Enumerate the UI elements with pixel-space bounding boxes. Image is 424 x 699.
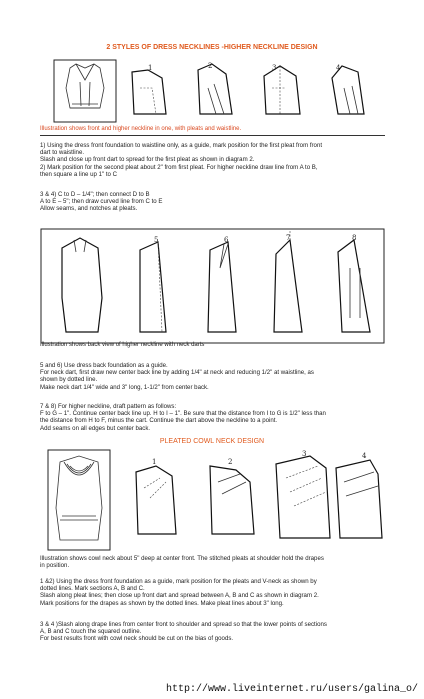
section2-paragraph-1: 5 and 6) Use dress back foundation as a guide. For neck dart, first draw new center back line by adding 1/4" at neck and reducing 1/2" at waistline, as shown by dotted line. Make neck dart 1/4" wide and 3" long, 1-1/2" from center back. — [40, 362, 314, 391]
cowl-pattern-3 — [276, 456, 330, 538]
cowl-diagram-number-3: 3 — [302, 450, 307, 458]
divider — [40, 135, 385, 136]
pattern-3-guides — [272, 66, 286, 114]
pattern-8-guides — [350, 268, 360, 318]
cowl-pattern-4-lines — [344, 472, 378, 496]
diagram-number-2: 2 — [208, 62, 213, 70]
pattern-6-neck-dart — [220, 244, 228, 268]
section3-diagrams — [40, 448, 385, 552]
section3-paragraph-2: 3 & 4 )Slash along drape lines from center front to shoulder and spread so that the lower points of sections A, B and C touch the squared outline. For best results front with cowl neck should be cut on the bias of goods. — [40, 621, 327, 643]
pattern-piece-8 — [338, 240, 370, 332]
cowl-diagram-number-2: 2 — [228, 458, 233, 466]
pattern-piece-5 — [140, 242, 166, 332]
cowl-pattern-1-guides — [144, 478, 166, 498]
section1-caption: Illustration shows front and higher neckline in one, with pleats and waistline. — [40, 126, 242, 132]
pattern-2-pleats — [208, 84, 224, 114]
section2-paragraph-2: 7 & 8) For higher neckline, draft pattern as follows: F to G – 1". Continue center back line up. H to I – 1". Be sure that the distance from I to G is 1/2" less than the distance from H to F, minus the cart. Continue the dart above the neckline to a point. Add seams on all edges but center back. — [40, 403, 326, 432]
diagram-number-4: 4 — [336, 64, 341, 72]
cowl-pattern-4 — [336, 460, 382, 538]
cowl-bodice-sketch — [56, 456, 102, 540]
section3-caption: Illustration shows cowl neck about 5" deep at center front. The stitched pleats at shoulder hold the drapes in position. — [40, 555, 324, 570]
dress-front-illustration — [54, 60, 116, 122]
diagram-number-7: 7 — [286, 234, 291, 242]
pattern-1-dart — [140, 88, 156, 114]
cowl-waist-sketch — [60, 516, 98, 520]
cowl-pattern-3-drapes — [286, 466, 326, 506]
pattern-4-pleats — [344, 86, 358, 114]
section1-paragraph-1: 1) Using the dress front foundation to waistline only, as a guide, mark position for the first pleat from front dart to waistline. Slash and close up front dart to spread for the first pleat as shown in diagram 2. 2) Mark position for the second pleat about 2" from first pleat. For higher neckline draw line from A to B, then square a line up 1" to C — [40, 142, 323, 178]
cowl-diagram-number-4: 4 — [362, 452, 367, 460]
source-url: http://www.liveinternet.ru/users/galina_o/ — [165, 684, 418, 695]
back-view-sketch — [62, 238, 102, 332]
section3-title: PLEATED COWL NECK DESIGN — [159, 438, 265, 445]
section2-caption: Illustration shows back view of higher neckline with neck darts — [40, 342, 205, 348]
pleat-lines-sketch — [80, 82, 90, 106]
section2-diagrams — [40, 228, 385, 344]
neck-darts-sketch — [74, 240, 86, 252]
cowl-pattern-2-slashes — [218, 474, 246, 494]
pattern-piece-2 — [198, 64, 232, 114]
diagram-number-8: 8 — [352, 234, 357, 242]
section1-paragraph-2: 3 & 4) C to D – 1/4"; then connect D to B A to E – 5"; then draw curved line from C to E Allow seams, and notches at pleats. — [40, 191, 163, 213]
section2-frame — [41, 229, 384, 343]
diagram-number-1: 1 — [148, 64, 153, 72]
pattern-piece-3 — [264, 66, 300, 114]
section1-title: 2 STYLES OF DRESS NECKLINES -HIGHER NECKLINE DESIGN — [106, 44, 318, 51]
pattern-piece-7 — [274, 240, 302, 332]
cowl-diagram-number-1: 1 — [152, 458, 157, 466]
cowl-pattern-2 — [210, 466, 254, 534]
diagram-number-5: 5 — [154, 236, 159, 244]
neckline-sketch — [76, 64, 94, 80]
cowl-drapes-sketch — [64, 462, 94, 475]
cowl-pattern-1 — [136, 466, 176, 534]
bodice-sketch — [66, 64, 104, 108]
section1-diagrams — [40, 58, 385, 124]
waistband-sketch — [70, 104, 100, 108]
section3-paragraph-1: 1 &2) Using the dress front foundation as a guide, mark position for the pleats and V-neck as shown by dotted lines. Mark sections A, B and C. Slash along pleat lines; then close up front dart and spread between A, B and C as shown in diagram 2. Mark positions for the drapes as shown by the dotted lines. Make pleat lines about 3" long. — [40, 578, 319, 607]
diagram-number-6: 6 — [224, 236, 229, 244]
pattern-piece-1 — [132, 70, 166, 114]
diagram-number-3: 3 — [272, 64, 277, 72]
cowl-neck-illustration — [48, 450, 110, 550]
